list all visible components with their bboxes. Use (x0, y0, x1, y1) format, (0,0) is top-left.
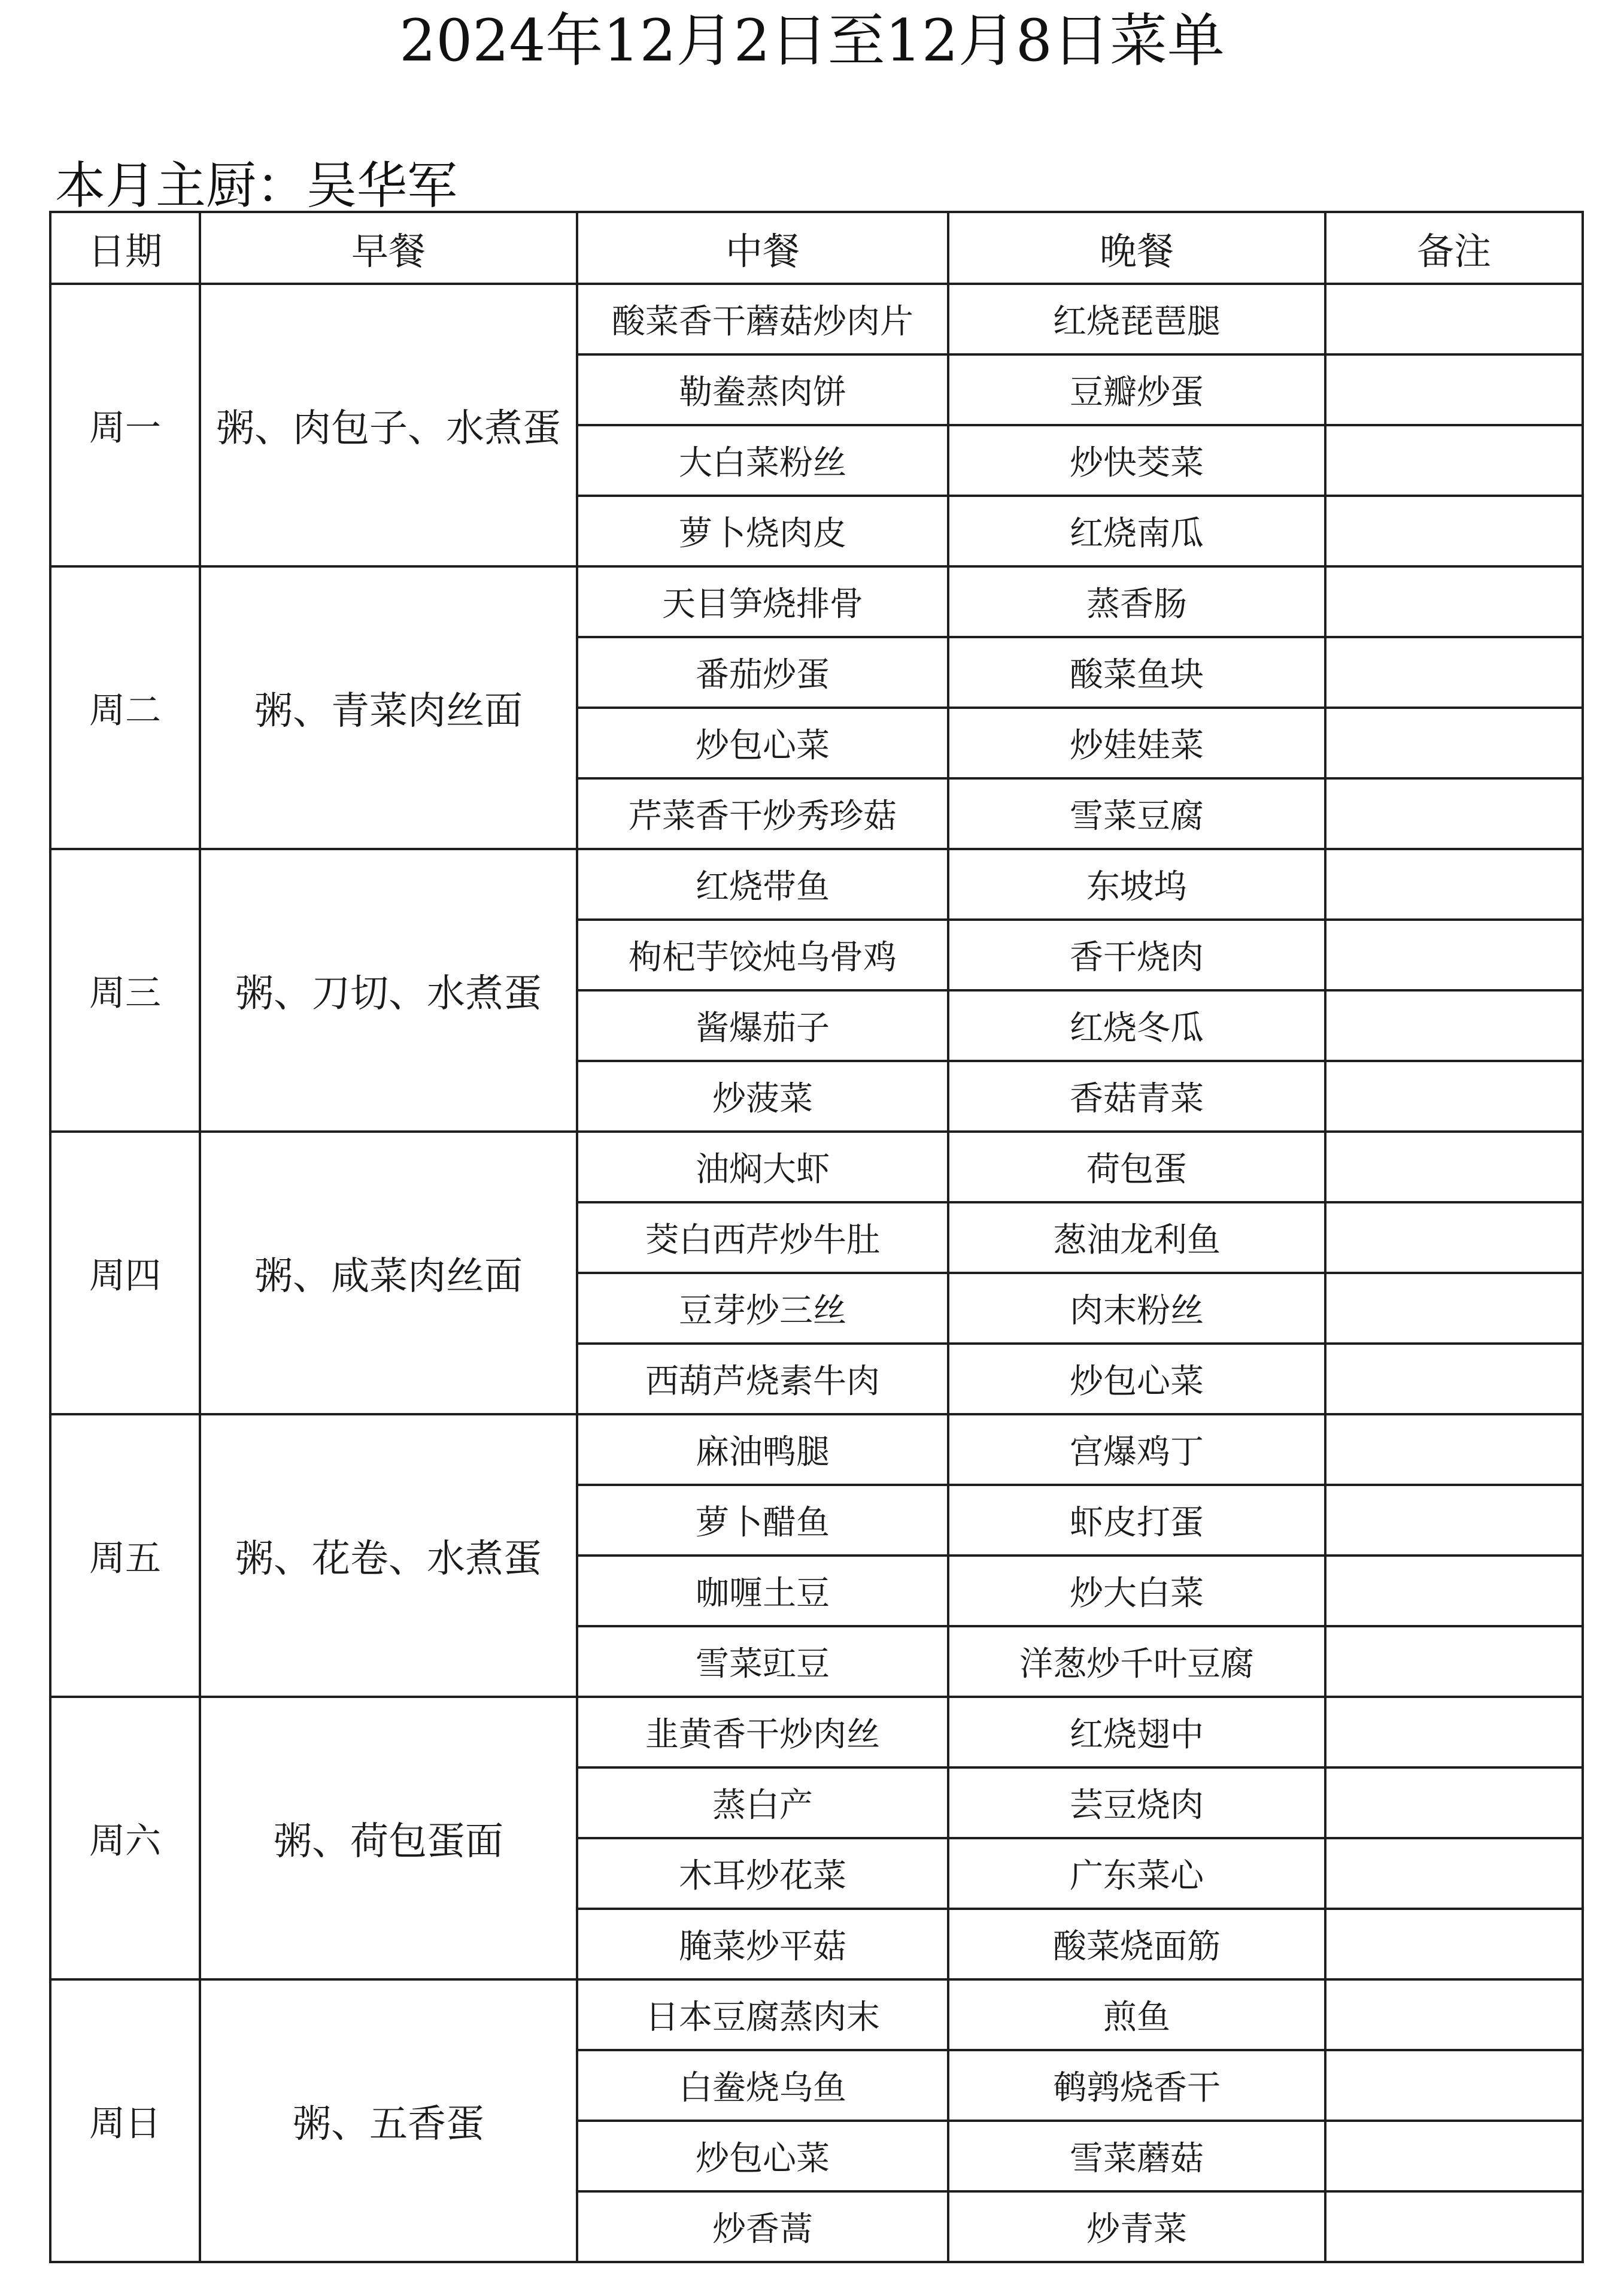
lunch-cell: 木耳炒花菜 (577, 1838, 948, 1909)
note-cell (1325, 1132, 1583, 1202)
dinner-cell: 红烧冬瓜 (948, 990, 1325, 1061)
header-date: 日期 (50, 212, 200, 284)
dinner-cell: 香干烧肉 (948, 920, 1325, 990)
breakfast-cell: 粥、咸菜肉丝面 (200, 1132, 577, 1414)
dinner-cell: 葱油龙利鱼 (948, 1202, 1325, 1273)
dinner-cell: 炒包心菜 (948, 1344, 1325, 1414)
note-cell (1325, 708, 1583, 778)
note-cell (1325, 2050, 1583, 2121)
dinner-cell: 雪菜豆腐 (948, 778, 1325, 849)
lunch-cell: 天目笋烧排骨 (577, 566, 948, 637)
dinner-cell: 炒大白菜 (948, 1556, 1325, 1626)
lunch-cell: 勒鲞蒸肉饼 (577, 354, 948, 425)
dinner-cell: 炒青菜 (948, 2191, 1325, 2262)
lunch-cell: 炒香蒿 (577, 2191, 948, 2262)
dinner-cell: 煎鱼 (948, 1979, 1325, 2050)
note-cell (1325, 1979, 1583, 2050)
note-cell (1325, 849, 1583, 920)
dinner-cell: 香菇青菜 (948, 1061, 1325, 1132)
day-cell: 周四 (50, 1132, 200, 1414)
note-cell (1325, 1061, 1583, 1132)
menu-body (50, 284, 1583, 2262)
note-cell (1325, 1909, 1583, 1979)
note-cell (1325, 284, 1583, 354)
note-cell (1325, 990, 1583, 1061)
day-cell: 周六 (50, 1697, 200, 1979)
table-row (50, 1132, 1583, 1202)
header-row (50, 212, 1583, 284)
dinner-cell: 荷包蛋 (948, 1132, 1325, 1202)
day-cell: 周日 (50, 1979, 200, 2262)
lunch-cell: 炒包心菜 (577, 2121, 948, 2191)
breakfast-cell: 粥、肉包子、水煮蛋 (200, 284, 577, 566)
breakfast-cell: 粥、五香蛋 (200, 1979, 577, 2262)
dinner-cell: 东坡坞 (948, 849, 1325, 920)
note-cell (1325, 1626, 1583, 1697)
note-cell (1325, 1485, 1583, 1556)
note-cell (1325, 637, 1583, 708)
note-cell (1325, 1838, 1583, 1909)
table-row (50, 284, 1583, 354)
day-cell: 周二 (50, 566, 200, 849)
dinner-cell: 雪菜蘑菇 (948, 2121, 1325, 2191)
header-note: 备注 (1325, 212, 1583, 284)
header-breakfast: 早餐 (200, 212, 577, 284)
lunch-cell: 酱爆茄子 (577, 990, 948, 1061)
header-lunch: 中餐 (577, 212, 948, 284)
dinner-cell: 红烧南瓜 (948, 496, 1325, 566)
lunch-cell: 西葫芦烧素牛肉 (577, 1344, 948, 1414)
dinner-cell: 炒快茭菜 (948, 425, 1325, 496)
breakfast-cell: 粥、荷包蛋面 (200, 1697, 577, 1979)
dinner-cell: 酸菜鱼块 (948, 637, 1325, 708)
lunch-cell: 蒸白产 (577, 1767, 948, 1838)
note-cell (1325, 354, 1583, 425)
menu-table (49, 211, 1584, 2263)
day-cell: 周五 (50, 1414, 200, 1697)
table-row (50, 1979, 1583, 2050)
dinner-cell: 炒娃娃菜 (948, 708, 1325, 778)
dinner-cell: 蒸香肠 (948, 566, 1325, 637)
lunch-cell: 大白菜粉丝 (577, 425, 948, 496)
breakfast-cell: 粥、花卷、水煮蛋 (200, 1414, 577, 1697)
day-cell: 周一 (50, 284, 200, 566)
note-cell (1325, 778, 1583, 849)
lunch-cell: 番茄炒蛋 (577, 637, 948, 708)
note-cell (1325, 1273, 1583, 1344)
lunch-cell: 豆芽炒三丝 (577, 1273, 948, 1344)
dinner-cell: 芸豆烧肉 (948, 1767, 1325, 1838)
lunch-cell: 枸杞芋饺炖乌骨鸡 (577, 920, 948, 990)
dinner-cell: 宫爆鸡丁 (948, 1414, 1325, 1485)
note-cell (1325, 1556, 1583, 1626)
table-row (50, 1697, 1583, 1767)
day-cell: 周三 (50, 849, 200, 1132)
note-cell (1325, 566, 1583, 637)
dinner-cell: 红烧琵琶腿 (948, 284, 1325, 354)
table-row (50, 1414, 1583, 1485)
lunch-cell: 雪菜豇豆 (577, 1626, 948, 1697)
note-cell (1325, 425, 1583, 496)
breakfast-cell: 粥、青菜肉丝面 (200, 566, 577, 849)
lunch-cell: 萝卜醋鱼 (577, 1485, 948, 1556)
note-cell (1325, 2191, 1583, 2262)
lunch-cell: 韭黄香干炒肉丝 (577, 1697, 948, 1767)
dinner-cell: 酸菜烧面筋 (948, 1909, 1325, 1979)
chef-label: 本月主厨：吴华军 (55, 156, 458, 215)
lunch-cell: 炒包心菜 (577, 708, 948, 778)
dinner-cell: 红烧翅中 (948, 1697, 1325, 1767)
note-cell (1325, 2121, 1583, 2191)
dinner-cell: 肉末粉丝 (948, 1273, 1325, 1344)
lunch-cell: 日本豆腐蒸肉末 (577, 1979, 948, 2050)
note-cell (1325, 1767, 1583, 1838)
lunch-cell: 炒菠菜 (577, 1061, 948, 1132)
table-row (50, 849, 1583, 920)
note-cell (1325, 1414, 1583, 1485)
lunch-cell: 芹菜香干炒秀珍菇 (577, 778, 948, 849)
lunch-cell: 茭白西芹炒牛肚 (577, 1202, 948, 1273)
dinner-cell: 豆瓣炒蛋 (948, 354, 1325, 425)
note-cell (1325, 1202, 1583, 1273)
lunch-cell: 油焖大虾 (577, 1132, 948, 1202)
dinner-cell: 广东菜心 (948, 1838, 1325, 1909)
lunch-cell: 酸菜香干蘑菇炒肉片 (577, 284, 948, 354)
lunch-cell: 红烧带鱼 (577, 849, 948, 920)
lunch-cell: 腌菜炒平菇 (577, 1909, 948, 1979)
note-cell (1325, 1697, 1583, 1767)
breakfast-cell: 粥、刀切、水煮蛋 (200, 849, 577, 1132)
note-cell (1325, 1344, 1583, 1414)
table-row (50, 566, 1583, 637)
dinner-cell: 鹌鹑烧香干 (948, 2050, 1325, 2121)
note-cell (1325, 920, 1583, 990)
lunch-cell: 麻油鸭腿 (577, 1414, 948, 1485)
lunch-cell: 咖喱土豆 (577, 1556, 948, 1626)
menu-title: 2024年12月2日至12月8日菜单 (399, 7, 1225, 74)
lunch-cell: 萝卜烧肉皮 (577, 496, 948, 566)
dinner-cell: 虾皮打蛋 (948, 1485, 1325, 1556)
dinner-cell: 洋葱炒千叶豆腐 (948, 1626, 1325, 1697)
note-cell (1325, 496, 1583, 566)
lunch-cell: 白鲞烧乌鱼 (577, 2050, 948, 2121)
header-dinner: 晚餐 (948, 212, 1325, 284)
